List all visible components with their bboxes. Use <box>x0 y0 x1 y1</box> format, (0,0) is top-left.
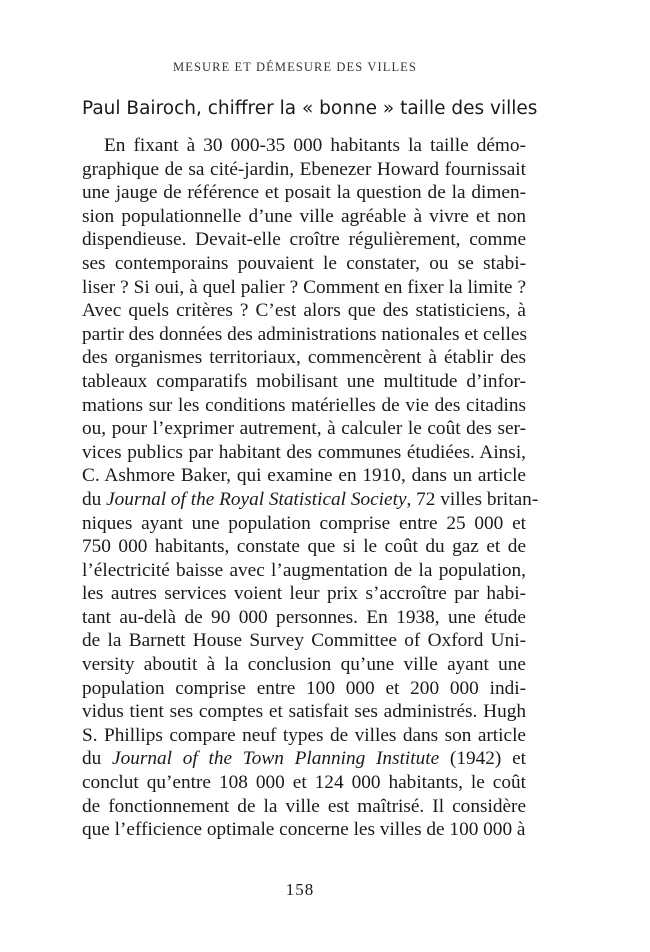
text-line: de la Barnett House Survey Committee of Oxford Uni- <box>82 630 526 652</box>
text-line: l’électricité baisse avec l’augmentation de la population, <box>82 559 526 581</box>
text-line: tant au-delà de 90 000 personnes. En 1938, une étude <box>82 606 526 628</box>
text-line: graphique de sa cité-jardin, Ebenezer Howard fournissait <box>82 158 526 180</box>
text-line: partir des données des administrations nationales et celles <box>82 323 527 345</box>
text-line: ou, pour l’exprimer autrement, à calculer le coût des ser- <box>82 418 526 440</box>
text-line: population comprise entre 100 000 et 200 000 indi- <box>82 677 526 699</box>
body-paragraph <box>82 134 539 842</box>
text-line: S. Phillips compare neuf types de villes dans son article <box>82 724 526 746</box>
text-line <box>82 747 526 771</box>
text-segment: du <box>82 748 113 770</box>
text-line: vices publics par habitant des communes étudiées. Ainsi, <box>82 441 526 463</box>
text-line: conclut qu’entre 108 000 et 124 000 habitants, le coût <box>82 772 526 794</box>
text-line: des organismes territoriaux, commencèrent à établir des <box>82 347 526 369</box>
journal-title: Journal of the Town Planning Institute <box>112 748 440 770</box>
page-number: 158 <box>285 880 315 899</box>
text-segment: (1942) et <box>439 748 526 770</box>
running-head: MESURE ET DÉMESURE DES VILLES <box>173 60 417 74</box>
text-line: ses contemporains pouvaient le constater, ou se stabi- <box>82 252 526 274</box>
text-line: 750 000 habitants, constate que si le coût du gaz et de <box>82 536 526 558</box>
text-line: Avec quels critères ? C’est alors que des statisticiens, à <box>82 300 526 322</box>
text-line: de fonctionnement de la ville est maîtrisé. Il considère <box>82 795 526 817</box>
text-line: En fixant à 30 000-35 000 habitants la taille démo- <box>104 135 526 156</box>
text-line: liser ? Si oui, à quel palier ? Comment en fixer la limite ? <box>82 276 526 298</box>
text-line: les autres services voient leur prix s’accroître par habi- <box>82 583 526 605</box>
journal-title: Journal of the Royal Statistical Society <box>106 488 407 510</box>
text-line: que l’efficience optimale concerne les villes de 100 000 à <box>82 819 526 841</box>
text-line: versity aboutit à la conclusion qu’une ville ayant une <box>82 654 526 676</box>
text-line: dispendieuse. Devait-elle croître régulièrement, comme <box>82 229 526 251</box>
text-segment: , 72 villes britan- <box>406 488 539 510</box>
text-line: mations sur les conditions matérielles de vie des citadins <box>82 394 526 416</box>
text-line: niques ayant une population comprise entre 25 000 et <box>82 512 526 534</box>
text-line <box>82 488 539 512</box>
section-title: Paul Bairoch, chiffrer la « bonne » taille des villes <box>82 98 538 119</box>
text-line: C. Ashmore Baker, qui examine en 1910, dans un article <box>82 465 526 487</box>
text-line: tableaux comparatifs mobilisant une multitude d’infor- <box>82 370 526 392</box>
text-line: vidus tient ses comptes et satisfait ses administrés. Hugh <box>82 701 526 723</box>
text-segment: du <box>82 488 107 510</box>
text-line: une jauge de référence et posait la question de la dimen- <box>82 182 526 204</box>
text-line: sion populationnelle d’une ville agréable à vivre et non <box>82 205 526 227</box>
